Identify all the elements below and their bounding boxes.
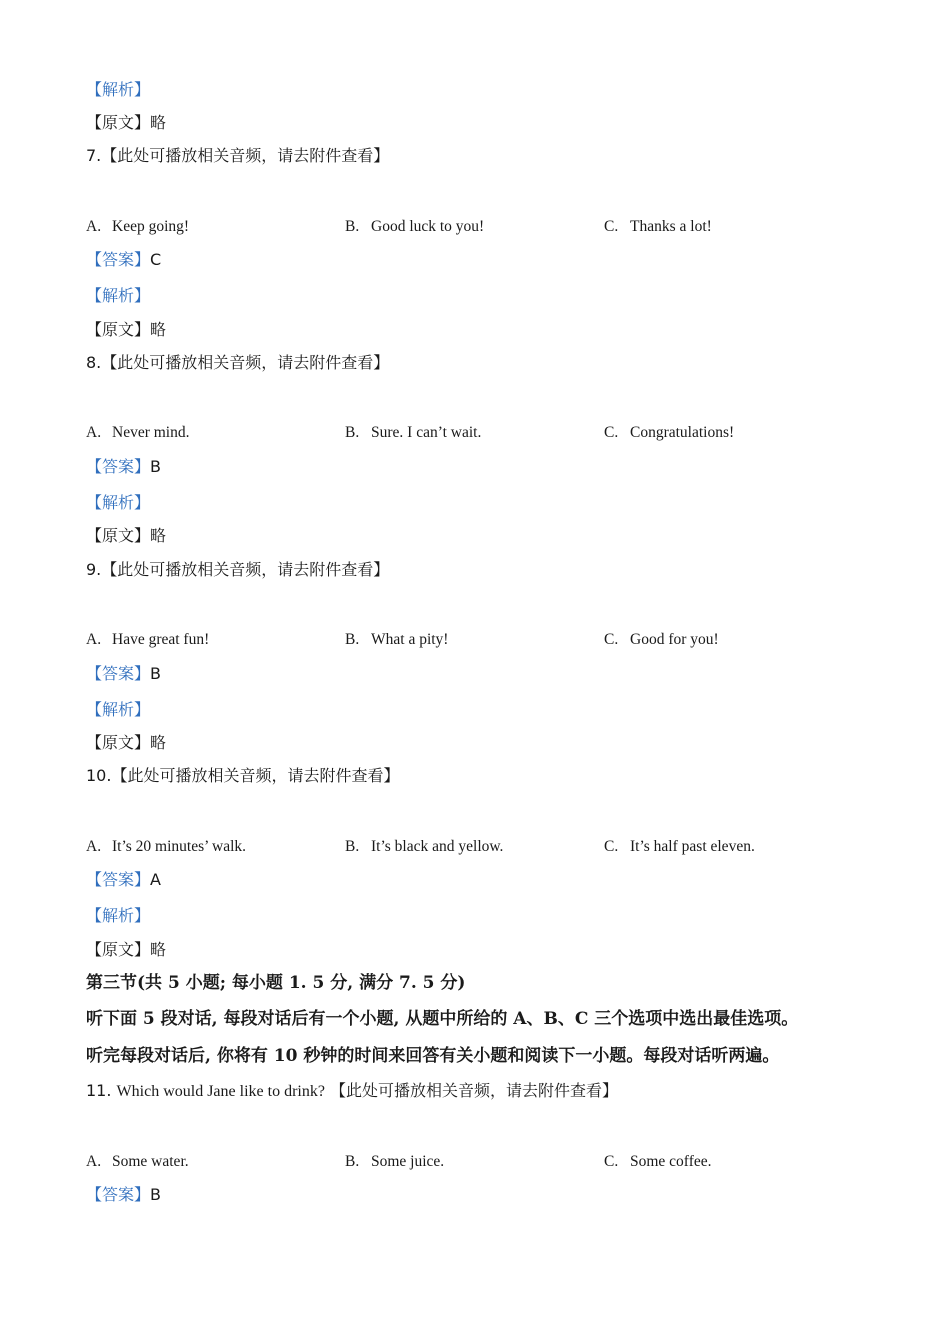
option-c: C. Some coffee. (604, 1153, 712, 1170)
answer-value: B (150, 457, 161, 476)
question-stem: Which would Jane like to drink? (116, 1083, 325, 1100)
question-7 (86, 146, 389, 166)
option-a: A. It’s 20 minutes’ walk. (86, 838, 247, 855)
question-9 (86, 560, 389, 580)
option-c: C. It’s half past eleven. (604, 838, 755, 855)
answer-value: A (150, 870, 161, 889)
yuanwen-label: 【原文】略 (86, 526, 167, 545)
option-a: A. Never mind. (86, 424, 190, 441)
answer-line: 【答案】B (86, 1185, 161, 1204)
yuanwen-label: 【原文】略 (86, 940, 167, 959)
question-number: 8. (86, 353, 102, 372)
jiexi-label: 【解析】 (86, 700, 151, 719)
audio-prompt: 【此处可播放相关音频，请去附件查看】 (101, 146, 390, 165)
question-number: 11. (86, 1081, 112, 1100)
question-8 (86, 353, 389, 373)
jiexi-label: 【解析】 (86, 906, 151, 925)
answer-value: B (150, 1185, 161, 1204)
question-11 (86, 1081, 618, 1102)
answer-line: 【答案】B (86, 664, 161, 683)
option-b: B. Some juice. (345, 1153, 445, 1170)
option-c: C. Congratulations! (604, 424, 735, 441)
yuanwen-label: 【原文】略 (86, 320, 167, 339)
option-b: B. Sure. I can’t wait. (345, 424, 482, 441)
option-b: B. What a pity! (345, 631, 449, 648)
jiexi-label: 【解析】 (86, 493, 151, 512)
audio-prompt: 【此处可播放相关音频，请去附件查看】 (330, 1081, 619, 1100)
answer-line: 【答案】C (86, 250, 162, 269)
yuanwen-label: 【原文】略 (86, 733, 167, 752)
answer-line: 【答案】B (86, 457, 161, 476)
option-a: A. Some water. (86, 1153, 189, 1170)
option-a: A. Have great fun! (86, 631, 210, 648)
option-c: C. Thanks a lot! (604, 218, 712, 235)
jiexi-label: 【解析】 (86, 80, 151, 99)
question-number: 7. (86, 146, 102, 165)
yuanwen-label: 【原文】略 (86, 113, 167, 132)
question-number: 9. (86, 560, 102, 579)
option-c: C. Good for you! (604, 631, 719, 648)
answer-value: B (150, 664, 161, 683)
audio-prompt: 【此处可播放相关音频，请去附件查看】 (101, 560, 390, 579)
question-number: 10. (86, 766, 112, 785)
audio-prompt: 【此处可播放相关音频，请去附件查看】 (111, 766, 400, 785)
option-b: B. Good luck to you! (345, 218, 485, 235)
section-instruction-2: 听完每段对话后, 你将有 10 秒钟的时间来回答有关小题和阅读下一小题。每段对话听两遍。 (86, 1046, 780, 1066)
audio-prompt: 【此处可播放相关音频，请去附件查看】 (101, 353, 390, 372)
answer-value: C (150, 250, 162, 269)
answer-line: 【答案】A (86, 870, 161, 889)
section-title: 第三节(共 5 小题; 每小题 1. 5 分, 满分 7. 5 分) (86, 973, 466, 993)
option-a: A. Keep going! (86, 218, 190, 235)
question-10 (86, 766, 399, 786)
option-b: B. It’s black and yellow. (345, 838, 504, 855)
jiexi-label: 【解析】 (86, 286, 151, 305)
section-instruction-1: 听下面 5 段对话, 每段对话后有一个小题, 从题中所给的 A、B、C 三个选项中选出最佳选项。 (86, 1009, 799, 1029)
